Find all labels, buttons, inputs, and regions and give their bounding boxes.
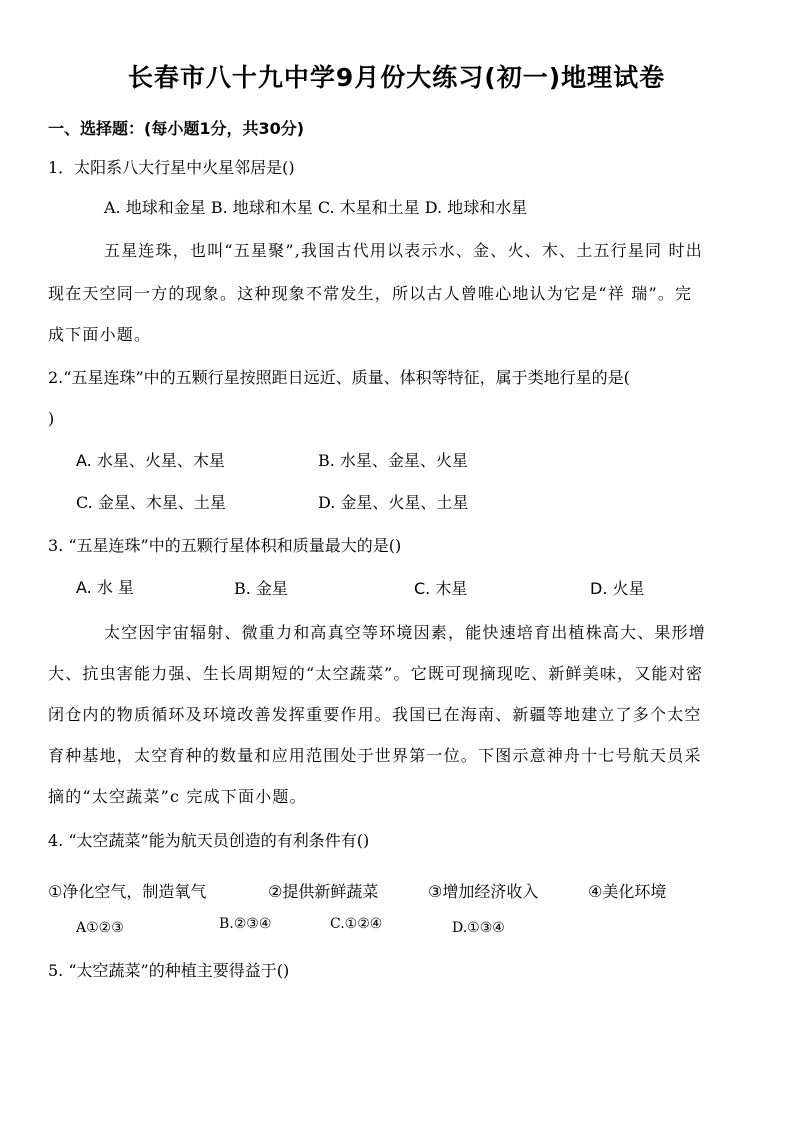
page-title: 长春市八十九中学9月份大练习(初一)地理试卷 [127, 63, 666, 92]
question-4-option-d: D.①③④ [452, 920, 505, 936]
question-2-option-b: B. 水星、金星、火星 [318, 451, 468, 470]
question-2-option-c: C. 金星、木星、土星 [76, 493, 226, 512]
question-2-stem-line-2: ) [48, 409, 55, 428]
question-4-option-c: C.①②④ [330, 916, 383, 932]
passage-1-line-1: 五星连珠，也叫“五星聚”,我国古代用以表示水、金、火、木、土五行星同 时出 [104, 241, 703, 260]
question-4-option-b: B.②③④ [219, 916, 272, 932]
question-4-statement-3: ③增加经济收入 [428, 882, 539, 901]
passage-2-line-5: 摘的“太空蔬菜”c 完成下面小题。 [48, 787, 307, 806]
question-2-option-d: D. 金星、火星、土星 [318, 493, 469, 512]
passage-2-line-2: 大、抗虫害能力强、生长周期短的“太空蔬菜”。它既可现摘现吃、新鲜美味，又能对密 [48, 664, 704, 683]
question-4-option-a: A①②③ [76, 920, 124, 936]
question-3-option-c: C. 木星 [414, 579, 468, 598]
passage-1-line-3: 成下面小题。 [48, 325, 152, 344]
question-4-statement-2: ②提供新鲜蔬菜 [268, 882, 379, 901]
question-5-stem: 5. “太空蔬菜”的种植主要得益于() [48, 961, 290, 980]
question-4-statement-1: ①净化空气，制造氧气 [48, 882, 207, 901]
question-1-options: A. 地球和金星 B. 地球和木星 C. 木星和土星 D. 地球和水星 [104, 198, 528, 217]
section-heading: 一、选择题：(每小题1分，共30分) [48, 119, 305, 138]
question-3-option-b: B. 金星 [234, 579, 288, 598]
question-4-statement-4: ④美化环境 [588, 882, 667, 901]
passage-2-line-3: 闭仓内的物质循环及环境改善发挥重要作用。我国已在海南、新疆等地建立了多个太空 [48, 705, 702, 724]
passage-2-line-1: 太空因宇宙辐射、微重力和高真空等环境因素，能快速培育出植株高大、果形增 [104, 623, 707, 642]
question-3-stem: 3. “五星连珠”中的五颗行星体积和质量最大的是() [48, 536, 402, 555]
passage-1-line-2: 现在天空同一方的现象。这种现象不常发生，所以古人曾唯心地认为它是“祥 瑞”。完 [48, 284, 693, 303]
question-1-stem: 1．太阳系八大行星中火星邻居是() [48, 158, 295, 177]
question-3-option-d: D. 火星 [590, 579, 645, 598]
question-4-stem: 4. “太空蔬菜”能为航天员创造的有利条件有() [48, 831, 370, 850]
question-3-option-a: A. 水 星 [76, 578, 134, 597]
question-2-option-a: A. 水星、火星、木星 [76, 451, 225, 470]
question-2-stem-line-1: 2.“五星连珠”中的五颗行星按照距日远近、质量、体积等特征，属于类地行星的是( [48, 368, 630, 387]
passage-2-line-4: 育种基地，太空育种的数量和应用范围处于世界第一位。下图示意神舟十七号航天员采 [48, 746, 702, 765]
